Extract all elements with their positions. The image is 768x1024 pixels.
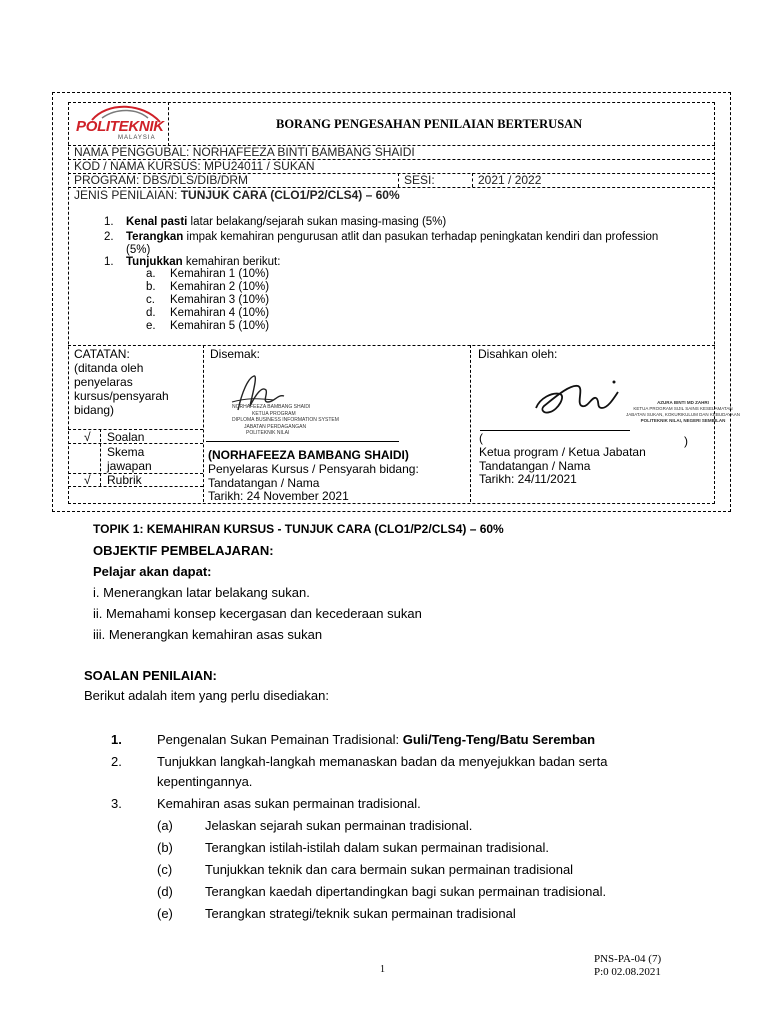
politeknik-logo — [72, 104, 166, 144]
objective-item: i. Menerangkan latar belakang sukan. — [93, 585, 310, 600]
subitem-letter: (e) — [157, 906, 173, 921]
question-number: 1. — [111, 732, 122, 747]
disemak-sign: Tandatangan / Nama — [208, 476, 320, 490]
skill-item: c. Kemahiran 3 (10%) — [146, 294, 270, 306]
pelajar-heading: Pelajar akan dapat: — [93, 564, 212, 579]
criteria-item: 1. Tunjukkan kemahiran berikut: — [104, 256, 281, 268]
form-code: PNS-PA-04 (7) — [594, 953, 662, 965]
page-number: 1 — [380, 964, 385, 975]
checklist-skema: Skema jawapan — [107, 445, 152, 473]
skill-item: b. Kemahiran 2 (10%) — [146, 281, 270, 293]
question-3: Kemahiran asas sukan permainan tradisional. — [157, 796, 421, 811]
skill-item: d. Kemahiran 4 (10%) — [146, 307, 270, 319]
logo-cell-divider — [168, 102, 169, 146]
criteria-item: 2. Terangkan impak kemahiran pengurusan atlit dan pasukan terhadap peningkatan kendiri dan profession — [104, 231, 659, 243]
signature-line — [480, 430, 630, 431]
objektif-heading: OBJEKTIF PEMBELAJARAN: — [93, 543, 274, 558]
row-divider — [68, 345, 715, 346]
disahkan-sign: Tandatangan / Nama — [479, 459, 591, 473]
jenis-penilaian — [74, 188, 400, 202]
program: PROGRAM: DBS/DLS/DIB/DRM — [74, 173, 249, 187]
objective-item: ii. Memahami konsep kecergasan dan kecederaan sukan — [93, 606, 422, 621]
jenis-value: TUNJUK CARA (CLO1/P2/CLS4) – 60% — [180, 188, 400, 202]
skill-item: a. Kemahiran 1 (10%) — [146, 268, 270, 280]
disahkan-role: Ketua program / Ketua Jabatan — [479, 445, 646, 459]
disemak-name: (NORHAFEEZA BAMBANG SHAIDI) — [208, 448, 409, 462]
subitem-letter: (a) — [157, 818, 173, 833]
nama-penggubal: NAMA PENGGUBAL: NORHAFEEZA BINTI BAMBANG SHAIDI — [74, 145, 415, 159]
check-mark-rubrik: √ — [84, 473, 91, 487]
subitem-letter: (d) — [157, 884, 173, 899]
criteria-item-cont: (5%) — [126, 244, 151, 256]
checklist-col-divider — [100, 429, 101, 486]
question-2-cont: kepentingannya. — [157, 774, 253, 789]
logo-text: POLITEKNIK — [76, 118, 164, 135]
criteria-item: 1. Kenal pasti latar belakang/sejarah sukan masing-masing (5%) — [104, 216, 447, 228]
subitem-text: Terangkan istilah-istilah dalam sukan permainan tradisional. — [205, 840, 549, 855]
topik-heading: TOPIK 1: KEMAHIRAN KURSUS - TUNJUK CARA (CLO1/P2/CLS4) – 60% — [93, 522, 504, 536]
signature-line — [206, 441, 399, 442]
checklist-rubrik: Rubrik — [107, 473, 142, 487]
cell-divider — [203, 345, 204, 502]
disahkan-label: Disahkan oleh: — [478, 347, 558, 361]
disemak-label: Disemak: — [210, 347, 261, 361]
question-2: Tunjukkan langkah-langkah memanaskan badan da menyejukkan badan serta — [157, 754, 608, 769]
catatan-note: (ditanda oleh penyelaras kursus/pensyarah bidang) — [74, 361, 169, 417]
checklist-soalan: Soalan — [107, 430, 145, 444]
soalan-heading: SOALAN PENILAIAN: — [84, 668, 217, 683]
question-number: 3. — [111, 796, 122, 811]
question-number: 2. — [111, 754, 122, 769]
sesi-value: 2021 / 2022 — [478, 173, 542, 187]
signature-disahkan — [530, 374, 620, 420]
berikut-text: Berikut adalah item yang perlu disediakan: — [84, 688, 329, 703]
stamp-disemak: NORHAFEEZA BAMBANG SHAIDI KETUA PROGRAM DIPLOMA BUSINESS INFORMATION SYSTEM JABATAN PERDAGANGAN POLITEKNIK NILAI — [232, 404, 339, 436]
subitem-letter: (b) — [157, 840, 173, 855]
cell-divider — [472, 173, 473, 187]
subitem-text: Jelaskan sejarah sukan permainan tradisional. — [205, 818, 473, 833]
sesi-label: SESI: — [404, 173, 435, 187]
skill-item: e. Kemahiran 5 (10%) — [146, 320, 270, 332]
subitem-text: Terangkan strategi/teknik sukan permainan tradisional — [205, 906, 516, 921]
disemak-role: Penyelaras Kursus / Pensyarah bidang: — [208, 462, 419, 476]
disemak-date: Tarikh: 24 November 2021 — [208, 489, 349, 503]
cell-divider — [470, 345, 471, 502]
stamp-disahkan: AZURA BINTI MD ZAHRI KETUA PROGRAM SIJIL SAINS KESELAMATAN JABATAN SUKAN, KOKURIKULUM DAN KEBUDAYAAN POLITEKNIK NILAI, NEGERI SEMBILAN — [626, 400, 740, 423]
form-date-code: P:0 02.08.2021 — [594, 966, 661, 978]
close-paren: ) — [684, 434, 688, 448]
form-title: BORANG PENGESAHAN PENILAIAN BERTERUSAN — [276, 117, 583, 131]
cell-divider — [398, 173, 399, 187]
open-paren: ( — [479, 431, 483, 445]
objective-item: iii. Menerangkan kemahiran asas sukan — [93, 627, 323, 642]
jenis-label: JENIS PENILAIAN: — [74, 188, 178, 202]
check-mark-soalan: √ — [84, 430, 91, 444]
subitem-text: Tunjukkan teknik dan cara bermain sukan permainan tradisional — [205, 862, 574, 877]
kod-kursus: KOD / NAMA KURSUS: MPU24011 / SUKAN — [74, 159, 315, 173]
logo-subtext: MALAYSIA — [118, 135, 156, 141]
question-1: Pengenalan Sukan Pemainan Tradisional: Guli/Teng-Teng/Batu Seremban — [157, 732, 596, 747]
subitem-text: Terangkan kaedah dipertandingkan bagi sukan permainan tradisional. — [205, 884, 607, 899]
catatan-label: CATATAN: — [74, 347, 130, 361]
disahkan-date: Tarikh: 24/11/2021 — [479, 472, 577, 486]
subitem-letter: (c) — [157, 862, 173, 877]
